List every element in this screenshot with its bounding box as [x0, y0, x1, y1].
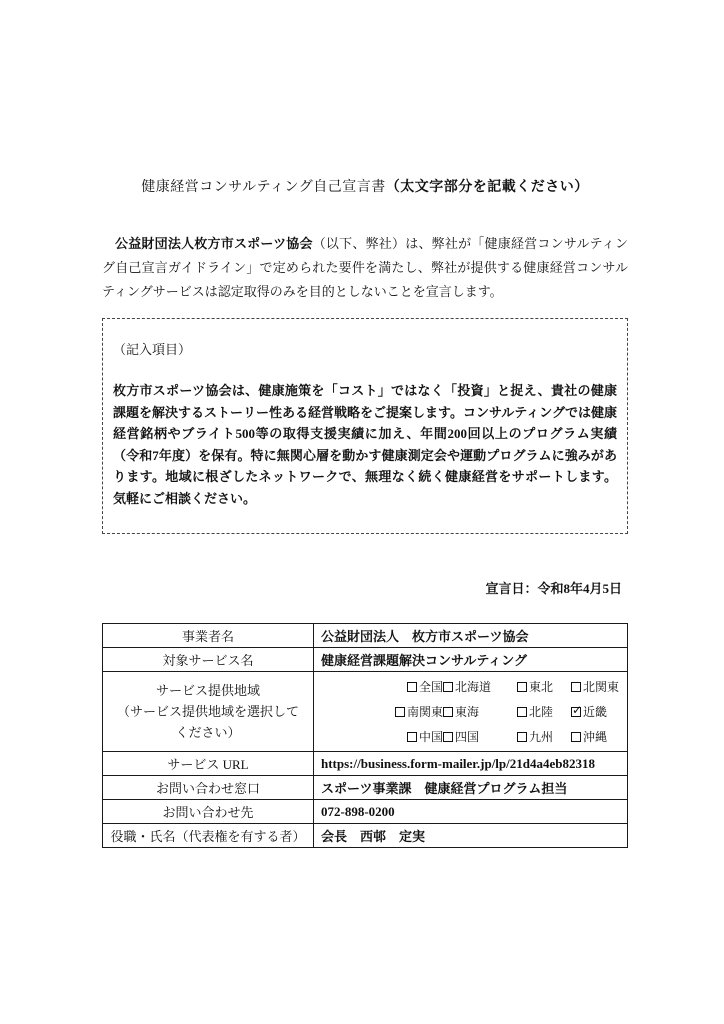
region-options-cell: [314, 672, 628, 752]
region-option-label: 中国: [418, 730, 443, 744]
row-label: 対象サービス名: [103, 648, 314, 672]
empty-checkbox-icon: [571, 682, 581, 692]
region-option-label: 北関東: [583, 680, 620, 694]
intro-text: （以下、弊社）は、弊社が「健康経営コンサルティング自己宣言ガイドライン」で定められた要件を満たし、弊社が提供する健康経営コンサルティングサービスは認定取得のみを目的としないことを宣言します。: [102, 236, 628, 299]
company-name: 公益財団法人枚方市スポーツ協会: [115, 236, 313, 251]
contact-number-value: 072-898-0200: [314, 800, 628, 824]
info-table: [102, 623, 628, 848]
row-label: お問い合わせ窓口: [103, 776, 314, 800]
row-label: 役職・氏名（代表権を有する者）: [103, 824, 314, 848]
region-option-label: 北海道: [455, 680, 492, 694]
region-checkbox: [517, 703, 571, 720]
region-option-label: 北陸: [529, 705, 554, 719]
empty-checkbox-icon: [395, 707, 405, 717]
row-label: お問い合わせ先: [103, 800, 314, 824]
region-option-label: 沖縄: [583, 730, 608, 744]
entry-box-heading: （記入項目）: [113, 342, 192, 357]
region-label-line: （サービス提供地域を選択して: [116, 704, 299, 719]
region-option-label: 四国: [455, 730, 480, 744]
table-row-business-name: [103, 624, 628, 648]
title-note: （太文字部分を記載ください）: [385, 180, 589, 195]
region-row-label: [103, 672, 314, 752]
region-option-label: 東海: [455, 705, 480, 719]
region-checkbox-checked: [571, 703, 621, 720]
region-checkbox: [395, 703, 443, 720]
region-option-label: 南関東: [406, 705, 443, 719]
business-name-value: 公益財団法人 枚方市スポーツ協会: [314, 624, 628, 648]
empty-checkbox-icon: [407, 682, 417, 692]
region-label-line: ください）: [175, 725, 241, 740]
region-label-line: サービス提供地域: [155, 683, 260, 698]
empty-checkbox-icon: [517, 682, 527, 692]
empty-checkbox-icon: [517, 732, 527, 742]
region-option-label: 近畿: [583, 705, 608, 719]
intro-paragraph: [102, 232, 628, 304]
table-row-contact-number: [103, 800, 628, 824]
contact-window-value: スポーツ事業課 健康経営プログラム担当: [314, 776, 628, 800]
region-checkbox: [443, 703, 517, 720]
region-options: [321, 674, 623, 749]
region-checkbox: [571, 728, 621, 745]
page-title: [102, 176, 628, 196]
region-checkbox: [571, 678, 621, 695]
table-row-service-name: [103, 648, 628, 672]
region-option-label: 全国: [418, 680, 443, 694]
empty-checkbox-icon: [443, 732, 453, 742]
representative-value: 会長 西邨 定実: [314, 824, 628, 848]
region-checkbox: [407, 678, 443, 695]
service-url-value: https://business.form-mailer.jp/lp/21d4a4eb82318: [314, 752, 628, 776]
entry-items-box: [102, 318, 628, 534]
empty-checkbox-icon: [517, 707, 527, 717]
table-row-service-region: [103, 672, 628, 752]
empty-checkbox-icon: [571, 732, 581, 742]
entry-box-body: 枚方市スポーツ協会は、健康施策を「コスト」ではなく「投資」と捉え、貴社の健康課題を解決するストーリー性ある経営戦略をご提案します。コンサルティングでは健康経営銘柄やブライト500等の取得支援実績に加え、年間200回以上のプログラム実績（令和7年度）を保有。特に無関心層を動かす健康測定会や運動プログラムに強みがあります。地域に根ざしたネットワークで、無理なく続く健康経営をサポートします。気軽にご相談ください。: [113, 383, 618, 506]
row-label: サービス URL: [103, 752, 314, 776]
check-mark-icon: ✓: [572, 702, 583, 717]
title-main: 健康経営コンサルティング自己宣言書: [141, 180, 386, 195]
checked-checkbox-icon: [571, 702, 583, 717]
region-option-label: 九州: [529, 730, 554, 744]
table-row-representative: [103, 824, 628, 848]
empty-checkbox-icon: [407, 732, 417, 742]
empty-checkbox-icon: [443, 707, 453, 717]
region-checkbox: [517, 728, 571, 745]
declaration-date: 宣言日：令和8年4月5日: [485, 581, 622, 596]
region-checkbox: [407, 728, 443, 745]
region-option-label: 東北: [529, 680, 554, 694]
region-checkbox: [517, 678, 571, 695]
region-checkbox: [443, 678, 517, 695]
row-label: 事業者名: [103, 624, 314, 648]
region-checkbox: [443, 728, 517, 745]
page-content: [102, 0, 628, 848]
table-row-contact-window: [103, 776, 628, 800]
service-name-value: 健康経営課題解決コンサルティング: [314, 648, 628, 672]
empty-checkbox-icon: [443, 682, 453, 692]
table-row-service-url: [103, 752, 628, 776]
